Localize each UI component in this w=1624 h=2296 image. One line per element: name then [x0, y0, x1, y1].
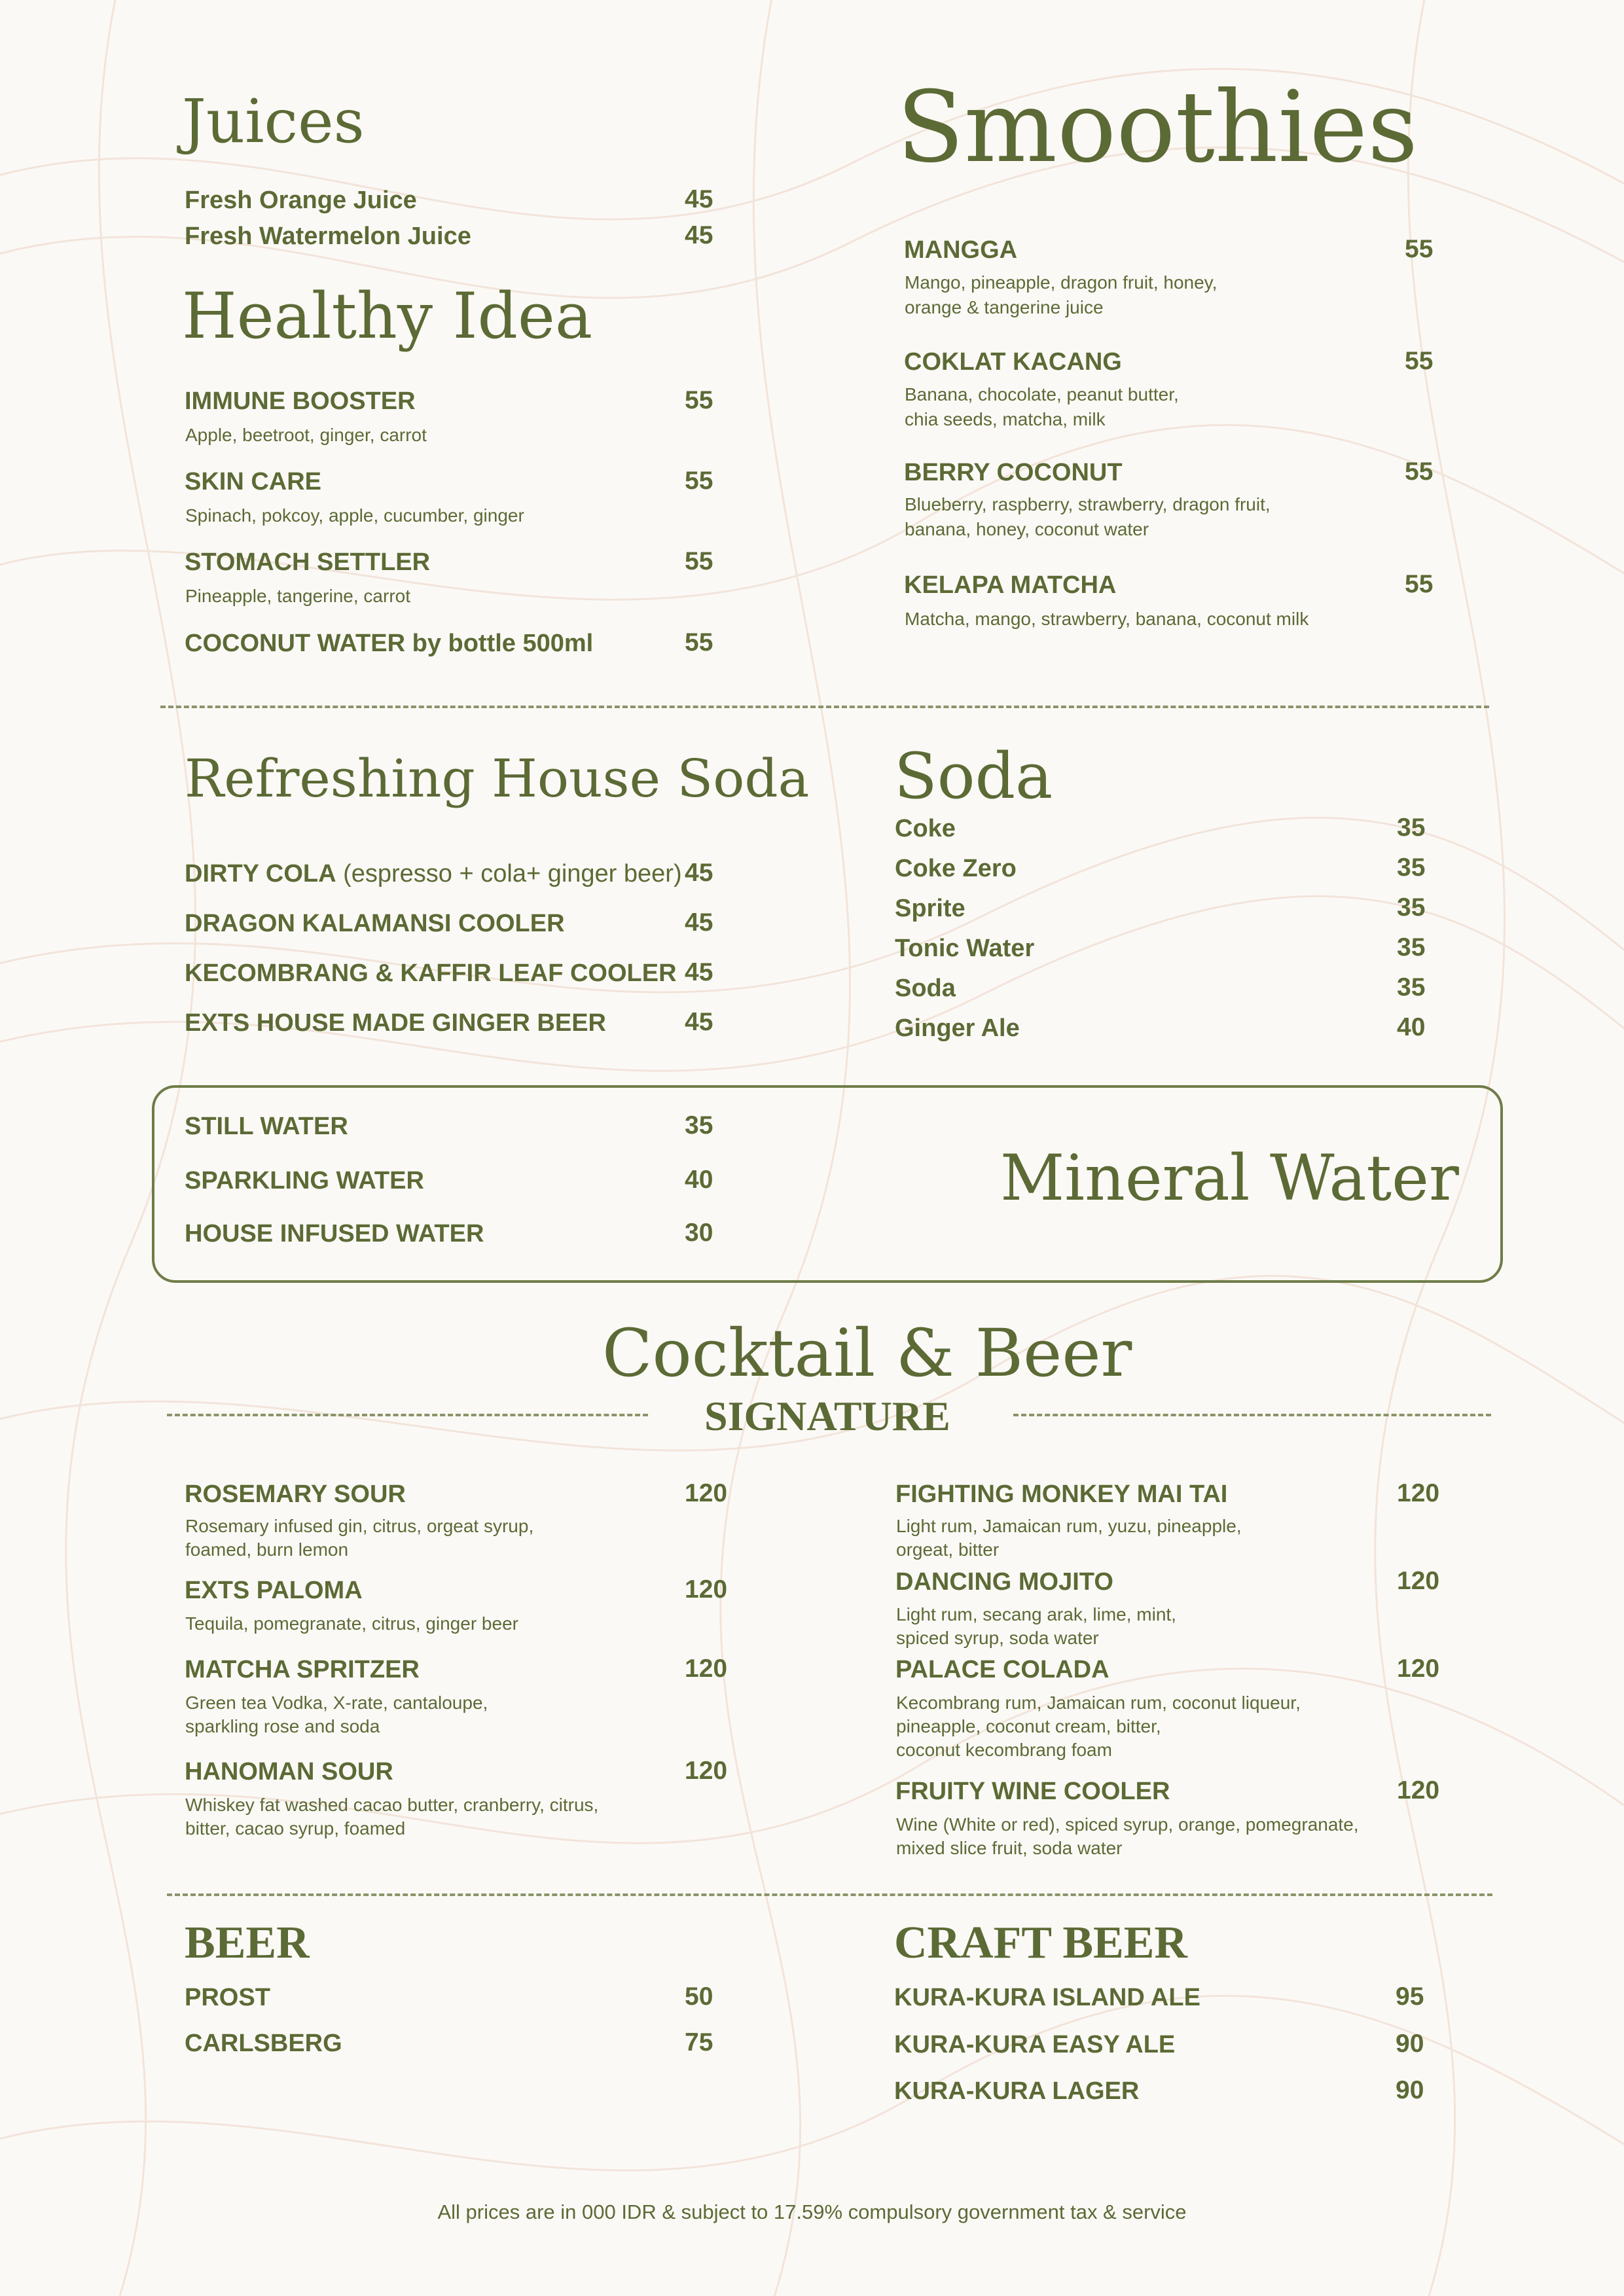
menu-item-name: PROST [185, 1984, 270, 2011]
price-disclaimer-footer: All prices are in 000 IDR & subject to 17.59% compulsory government tax & service [437, 2200, 1187, 2223]
menu-item-name: Ginger Ale [895, 1014, 1020, 1042]
menu-item-name: COKLAT KACANG [904, 348, 1122, 376]
menu-item-name: PALACE COLADA [895, 1656, 1110, 1683]
section-title-mineral-water: Mineral Water [1000, 1141, 1459, 1215]
menu-item-name: EXTS HOUSE MADE GINGER BEER [185, 1009, 606, 1037]
menu-item-name: HANOMAN SOUR [185, 1758, 393, 1785]
menu-item-description: foamed, burn lemon [185, 1539, 349, 1560]
menu-item-name: STOMACH SETTLER [185, 548, 431, 576]
menu-item-name: DANCING MOJITO [895, 1568, 1113, 1596]
menu-item-name: KURA-KURA LAGER [894, 2077, 1140, 2105]
menu-item-description: Green tea Vodka, X-rate, cantaloupe, [185, 1693, 488, 1713]
menu-item-name: Tonic Water [895, 935, 1035, 962]
menu-item-name: Coke [895, 815, 956, 842]
menu-item-name: STILL WATER [185, 1113, 348, 1140]
menu-item-price: 35 [1397, 814, 1426, 842]
menu-item-price: 40 [1397, 1013, 1426, 1041]
menu-item-price: 55 [685, 547, 713, 575]
menu-item-description: sparkling rose and soda [185, 1716, 380, 1736]
menu-item-price: 35 [1397, 853, 1426, 882]
section-divider [160, 706, 1489, 708]
section-divider [1013, 1414, 1491, 1416]
menu-item-name: KECOMBRANG & KAFFIR LEAF COOLER [185, 960, 677, 987]
menu-item-name: CARLSBERG [185, 2030, 342, 2057]
menu-item-price: 55 [1405, 235, 1434, 263]
menu-item-name: DRAGON KALAMANSI COOLER [185, 910, 565, 937]
menu-item-description: Banana, chocolate, peanut butter, [905, 384, 1179, 404]
menu-item-price: 120 [685, 1655, 728, 1683]
menu-item-name: Fresh Watermelon Juice [185, 223, 471, 250]
menu-item-description: bitter, cacao syrup, foamed [185, 1818, 406, 1839]
menu-item-price: 45 [685, 859, 713, 887]
menu-item-description: orange & tangerine juice [905, 297, 1104, 317]
menu-item-price: 120 [685, 1575, 728, 1604]
menu-item-price: 75 [685, 2028, 713, 2056]
menu-item-description: Tequila, pomegranate, citrus, ginger beer [185, 1613, 518, 1634]
menu-item-price: 55 [685, 628, 713, 656]
menu-item-name: COCONUT WATER by bottle 500ml [185, 630, 594, 657]
menu-item-name: ROSEMARY SOUR [185, 1480, 406, 1508]
menu-item-name: KURA-KURA EASY ALE [894, 2031, 1176, 2058]
menu-item-description: chia seeds, matcha, milk [905, 409, 1106, 429]
section-title-healthy-idea: Healthy Idea [182, 279, 593, 353]
menu-item-price: 55 [1405, 570, 1434, 598]
menu-item-price: 30 [685, 1219, 713, 1247]
menu-item-price: 45 [685, 221, 713, 249]
section-divider [167, 1893, 1492, 1896]
section-subtitle-signature: SIGNATURE [704, 1393, 950, 1439]
section-title-cocktail-beer: Cocktail & Beer [602, 1315, 1132, 1391]
menu-item-description: orgeat, bitter [896, 1539, 1000, 1560]
menu-item-price: 55 [1405, 347, 1434, 375]
menu-item-note: (espresso + cola+ ginger beer) [336, 860, 682, 888]
menu-item-price: 120 [1397, 1479, 1440, 1507]
section-title-beer: BEER [185, 1918, 310, 1968]
menu-item-name: FRUITY WINE COOLER [895, 1778, 1170, 1805]
menu-item-price: 45 [685, 1008, 713, 1036]
menu-item-name: SKIN CARE [185, 468, 322, 495]
section-title-house-soda: Refreshing House Soda [185, 748, 810, 809]
section-title-craft-beer: CRAFT BEER [894, 1918, 1187, 1968]
menu-item-name: SPARKLING WATER [185, 1167, 424, 1194]
menu-item-price: 35 [685, 1111, 713, 1139]
menu-item-price: 35 [1397, 933, 1426, 961]
menu-item-name: Soda [895, 975, 956, 1002]
menu-item-description: Apple, beetroot, ginger, carrot [185, 425, 427, 445]
menu-item-description: Pineapple, tangerine, carrot [185, 586, 410, 606]
menu-item-description: Kecombrang rum, Jamaican rum, coconut liqueur, [896, 1693, 1301, 1713]
menu-item-description: Blueberry, raspberry, strawberry, dragon fruit, [905, 494, 1271, 514]
menu-item-price: 120 [685, 1479, 728, 1507]
menu-item-description: banana, honey, coconut water [905, 519, 1149, 539]
menu-item-description: Light rum, secang arak, lime, mint, [896, 1604, 1176, 1624]
menu-item-price: 120 [1397, 1655, 1440, 1683]
menu-item-description: Wine (White or red), spiced syrup, orange, pomegranate, [896, 1814, 1359, 1835]
menu-item-name: BERRY COCONUT [904, 459, 1123, 486]
section-title-soda: Soda [894, 740, 1053, 813]
menu-item-price: 50 [685, 1982, 713, 2011]
menu-item-description: mixed slice fruit, soda water [896, 1838, 1123, 1858]
menu-item-price: 95 [1396, 1982, 1424, 2011]
menu-item-description: spiced syrup, soda water [896, 1628, 1099, 1648]
menu-item-price: 45 [685, 185, 713, 213]
menu-item-name: DIRTY COLA (espresso + cola+ ginger beer) [185, 860, 682, 888]
menu-item-price: 55 [685, 467, 713, 495]
menu-item-name: Sprite [895, 895, 965, 922]
menu-item-price: 90 [1396, 2030, 1424, 2058]
menu-item-price: 120 [1397, 1776, 1440, 1804]
section-title-smoothies: Smoothies [897, 71, 1418, 185]
menu-item-price: 90 [1396, 2076, 1424, 2104]
menu-item-name: EXTS PALOMA [185, 1577, 363, 1604]
menu-item-name: IMMUNE BOOSTER [185, 387, 416, 415]
menu-item-price: 35 [1397, 893, 1426, 922]
menu-item-description: Whiskey fat washed cacao butter, cranberry, citrus, [185, 1795, 599, 1815]
menu-item-name: MATCHA SPRITZER [185, 1656, 420, 1683]
menu-item-description: pineapple, coconut cream, bitter, [896, 1716, 1161, 1736]
menu-item-price: 120 [1397, 1567, 1440, 1595]
menu-item-name: KURA-KURA ISLAND ALE [894, 1984, 1200, 2011]
menu-item-name: KELAPA MATCHA [904, 571, 1117, 599]
menu-item-name: FIGHTING MONKEY MAI TAI [895, 1480, 1228, 1508]
menu-item-price: 55 [685, 386, 713, 414]
menu-item-price: 45 [685, 958, 713, 986]
menu-item-name: Fresh Orange Juice [185, 187, 417, 214]
menu-item-description: Mango, pineapple, dragon fruit, honey, [905, 272, 1218, 293]
menu-item-description: Spinach, pokcoy, apple, cucumber, ginger [185, 505, 524, 526]
menu-item-price: 55 [1405, 457, 1434, 486]
menu-item-description: coconut kecombrang foam [896, 1740, 1112, 1760]
menu-item-price: 120 [685, 1757, 728, 1785]
menu-item-description: Light rum, Jamaican rum, yuzu, pineapple, [896, 1516, 1242, 1536]
menu-item-price: 35 [1397, 973, 1426, 1001]
section-title-juices: Juices [182, 86, 365, 156]
menu-item-name: HOUSE INFUSED WATER [185, 1220, 484, 1247]
menu-item-name: MANGGA [904, 236, 1018, 264]
menu-item-name: Coke Zero [895, 855, 1017, 882]
menu-item-description: Rosemary infused gin, citrus, orgeat syrup, [185, 1516, 534, 1536]
section-divider [167, 1414, 648, 1416]
menu-item-price: 45 [685, 908, 713, 937]
menu-item-description: Matcha, mango, strawberry, banana, coconut milk [905, 609, 1309, 629]
menu-item-price: 40 [685, 1166, 713, 1194]
